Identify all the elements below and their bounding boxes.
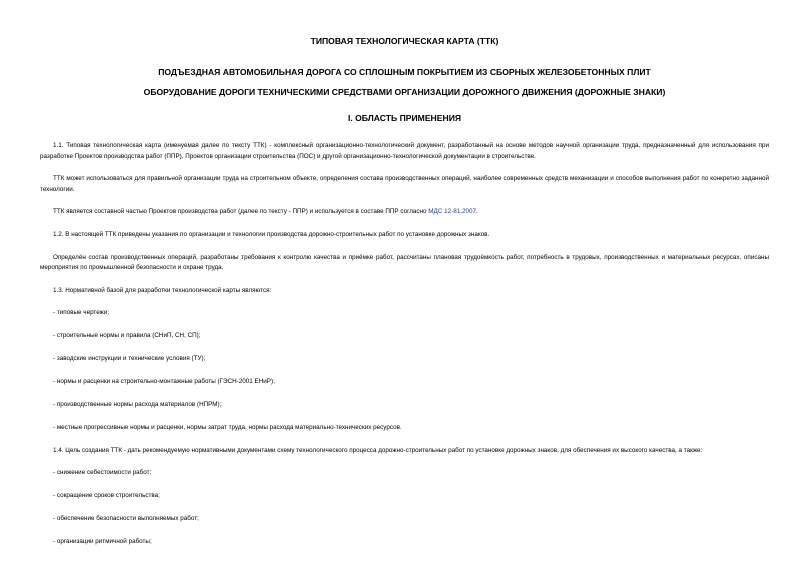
- list-item: - сокращение сроков строительства;: [53, 492, 160, 500]
- list-item: - строительные нормы и правила (СНиП, СН, СП);: [53, 332, 201, 340]
- paragraph-ttk-ppr: [40, 207, 769, 218]
- list-item: - нормы и расценки на строительно-монтажные работы (ГЭСН-2001 ЕНиР);: [53, 378, 275, 386]
- paragraph-1-1: 1.1. Типовая технологическая карта (именуемая далее по тексту ТТК) - комплексный организационно-технологический документ, разработанный на основе методов научной организации труда, предназначенный для использования при разработке Проектов производства работ (ППР), Проектов организации строительства (ПОС) и другой организационно-технологической документации в строительстве.: [40, 142, 769, 160]
- section-title-scope: I. ОБЛАСТЬ ПРИМЕНЕНИЯ: [347, 113, 462, 123]
- paragraph-1-3: 1.3. Нормативной базой для разработки технологической карты являются:: [53, 286, 272, 294]
- list-item: - типовые чертежи;: [53, 309, 110, 317]
- document-subtitle-road: ПОДЪЕЗДНАЯ АВТОМОБИЛЬНАЯ ДОРОГА СО СПЛОШНЫМ ПОКРЫТИЕМ ИЗ СБОРНЫХ ЖЕЛЕЗОБЕТОННЫХ ПЛИТ: [158, 67, 651, 77]
- paragraph-operations: Определён состав производственных операций, разработаны требования к контролю качества и приёмке работ, рассчитаны плановая трудоёмкость работ, потребность в трудовых, производственных и материальных ресурсах, описаны мероприятия по промышленной безопасности и охране труда.: [40, 253, 769, 272]
- paragraph-ttk-usage: ТТК может использоваться для правильной организации труда на строительном объекте, определения состава производственных операций, наиболее современных средств механизации и способов выполнения работ по конкретно заданной технологии.: [40, 175, 769, 193]
- list-item: - снижение себестоимости работ;: [53, 469, 152, 477]
- paragraph-1-2: 1.2. В настоящей ТТК приведены указания по организации и технологии производства дорожно-строительных работ по установке дорожных знаков.: [53, 230, 490, 238]
- paragraph-ttk-ppr-text: ТТК является составной частью Проектов производства работ (далее по тексту - ППР) и используется в составе ППР согласно: [53, 208, 429, 216]
- paragraph-ttk-ppr-end: .: [475, 208, 478, 216]
- list-item: - обеспечение безопасности выполняемых работ;: [53, 515, 199, 523]
- list-item: - производственные нормы расхода материалов (НПРМ);: [53, 400, 222, 408]
- list-item: - организации ритмичной работы;: [53, 537, 152, 545]
- paragraph-1-4: 1.4. Цель создания ТТК - дать рекомендуемую нормативными документами схему технологического процесса дорожно-строительных работ по установке дорожных знаков, для обеспечения их высокого качества, а также:: [53, 446, 703, 454]
- document-body: [40, 141, 769, 548]
- list-item: - местные прогрессивные нормы и расценки, нормы затрат труда, нормы расхода материально-технических ресурсов.: [53, 423, 402, 431]
- mds-12-81-link[interactable]: МДС 12-81.2007: [428, 208, 476, 216]
- document-subtitle-equipment: ОБОРУДОВАНИЕ ДОРОГИ ТЕХНИЧЕСКИМИ СРЕДСТВАМИ ОРГАНИЗАЦИИ ДОРОЖНОГО ДВИЖЕНИЯ (ДОРОЖНЫЕ ЗНАКИ): [143, 87, 666, 97]
- list-item: - заводские инструкции и технические условия (ТУ);: [53, 355, 206, 363]
- document-title: ТИПОВАЯ ТЕХНОЛОГИЧЕСКАЯ КАРТА (ТТК): [310, 36, 499, 46]
